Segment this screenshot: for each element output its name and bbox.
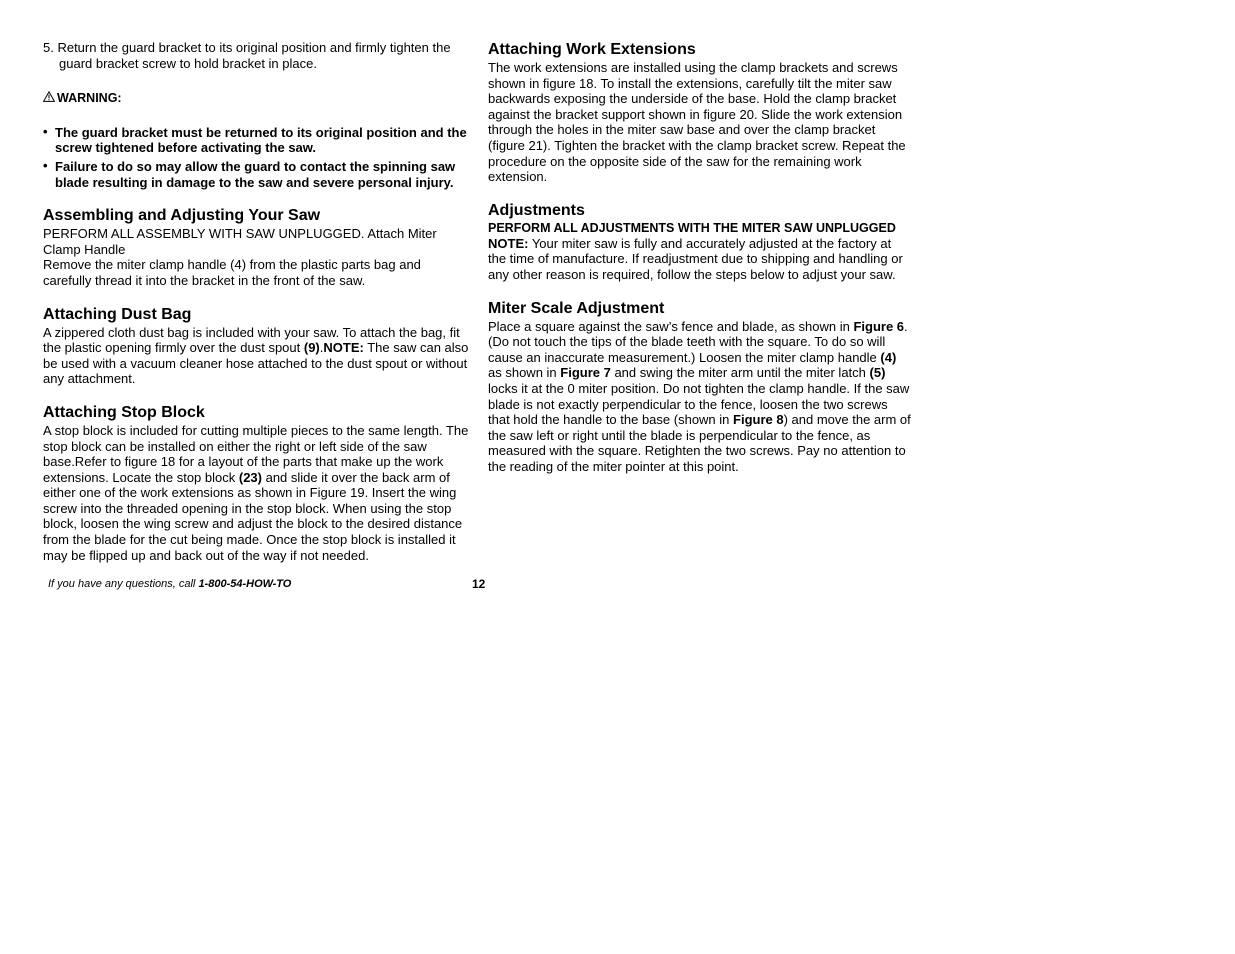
adjustments-subheading: PERFORM ALL ADJUSTMENTS WITH THE MITER SAW UNPLUGGED [488, 220, 896, 235]
stop-block-paragraph: A stop block is included for cutting multiple pieces to the same length. The stop block can be installed on either the right or left side of the saw base.Refer to figure 18 for a layout of the parts that make up the work extensions. Locate the stop block (23) and slide it over the back arm of either one of the work extensions as shown in Figure 19. Insert the wing screw into the threaded opening in the stop block. When using the stop block, loosen the wing screw and adjust the block to the desired distance from the blade for the cut being made. Once the stop block is installed it may be flipped up and back out of the way if not needed. [43, 422, 469, 563]
dust-bag-paragraph: A zippered cloth dust bag is included with your saw. To attach the bag, fit the plastic opening firmly over the dust spout (9).NOTE: The saw can also be used with a vacuum cleaner hose attached to the dust spout or without any attachment. [43, 324, 469, 387]
assembling-paragraph-2: Remove the miter clamp handle (4) from the plastic parts bag and carefully thread it into the bracket in the front of the saw. [43, 257, 421, 288]
warning-triangle-icon [43, 91, 57, 107]
work-extensions-paragraph: The work extensions are installed using the clamp brackets and screws shown in figure 18. To install the extensions, carefully tilt the miter saw backwards exposing the underside of the base. Hold the clamp bracket against the bracket support shown in figure 20. Slide the work extension through the holes in the miter saw base and over the clamp bracket (figure 21). Tighten the bracket with the clamp bracket screw. Repeat the procedure on the opposite side of the saw for the remaining work extension. [488, 60, 906, 185]
work-extensions-heading: Attaching Work Extensions [488, 41, 696, 58]
adjustments-heading: Adjustments [488, 201, 585, 219]
warning-label: WARNING: [57, 91, 122, 106]
step-5: 5. Return the guard bracket to its original position and firmly tighten the guard bracket screw to hold bracket in place. [43, 40, 451, 71]
assembling-paragraph-1: PERFORM ALL ASSEMBLY WITH SAW UNPLUGGED. Attach Miter Clamp Handle [43, 226, 437, 257]
footer-help-line: If you have any questions, call 1-800-54-HOW-TO [48, 578, 292, 590]
page-number: 12 [472, 577, 486, 591]
help-phone-number: 1-800-54-HOW-TO [198, 578, 292, 590]
warning-item: • Failure to do so may allow the guard to contact the spinning saw blade resulting in damage to the saw and severe personal injury. [43, 159, 469, 190]
warning-item: • The guard bracket must be returned to its original position and the screw tightened before activating the saw. [43, 125, 469, 156]
warning-list [43, 125, 469, 190]
adjustments-note: NOTE: Your miter saw is fully and accurately adjusted at the factory at the time of manufacture. If readjustment due to shipping and handling or any other reason is required, follow the steps below to adjust your saw. [488, 235, 903, 282]
miter-scale-paragraph: Place a square against the saw’s fence and blade, as shown in Figure 6. (Do not touch the tips of the blade teeth with the square. To do so will cause an inaccurate measurement.) Loosen the miter clamp handle (4) as shown in Figure 7 and swing the miter arm until the miter latch (5) locks it at the 0 miter position. Do not tighten the clamp handle. If the saw blade is not exactly perpendicular to the fence, loosen the two screws that hold the handle to the base (shown in Figure 8) and move the arm of the saw left or right until the blade is perpendicular to the fence, as measured with the square. Retighten the two screws. Pay no attention to the reading of the miter pointer at this point. [488, 318, 911, 474]
right-column [488, 40, 912, 474]
miter-scale-heading: Miter Scale Adjustment [488, 299, 665, 317]
assembling-heading: Assembling and Adjusting Your Saw [43, 207, 321, 225]
left-column [43, 40, 469, 563]
dust-bag-heading: Attaching Dust Bag [43, 305, 192, 323]
stop-block-heading: Attaching Stop Block [43, 403, 205, 421]
warning-heading [43, 91, 469, 107]
